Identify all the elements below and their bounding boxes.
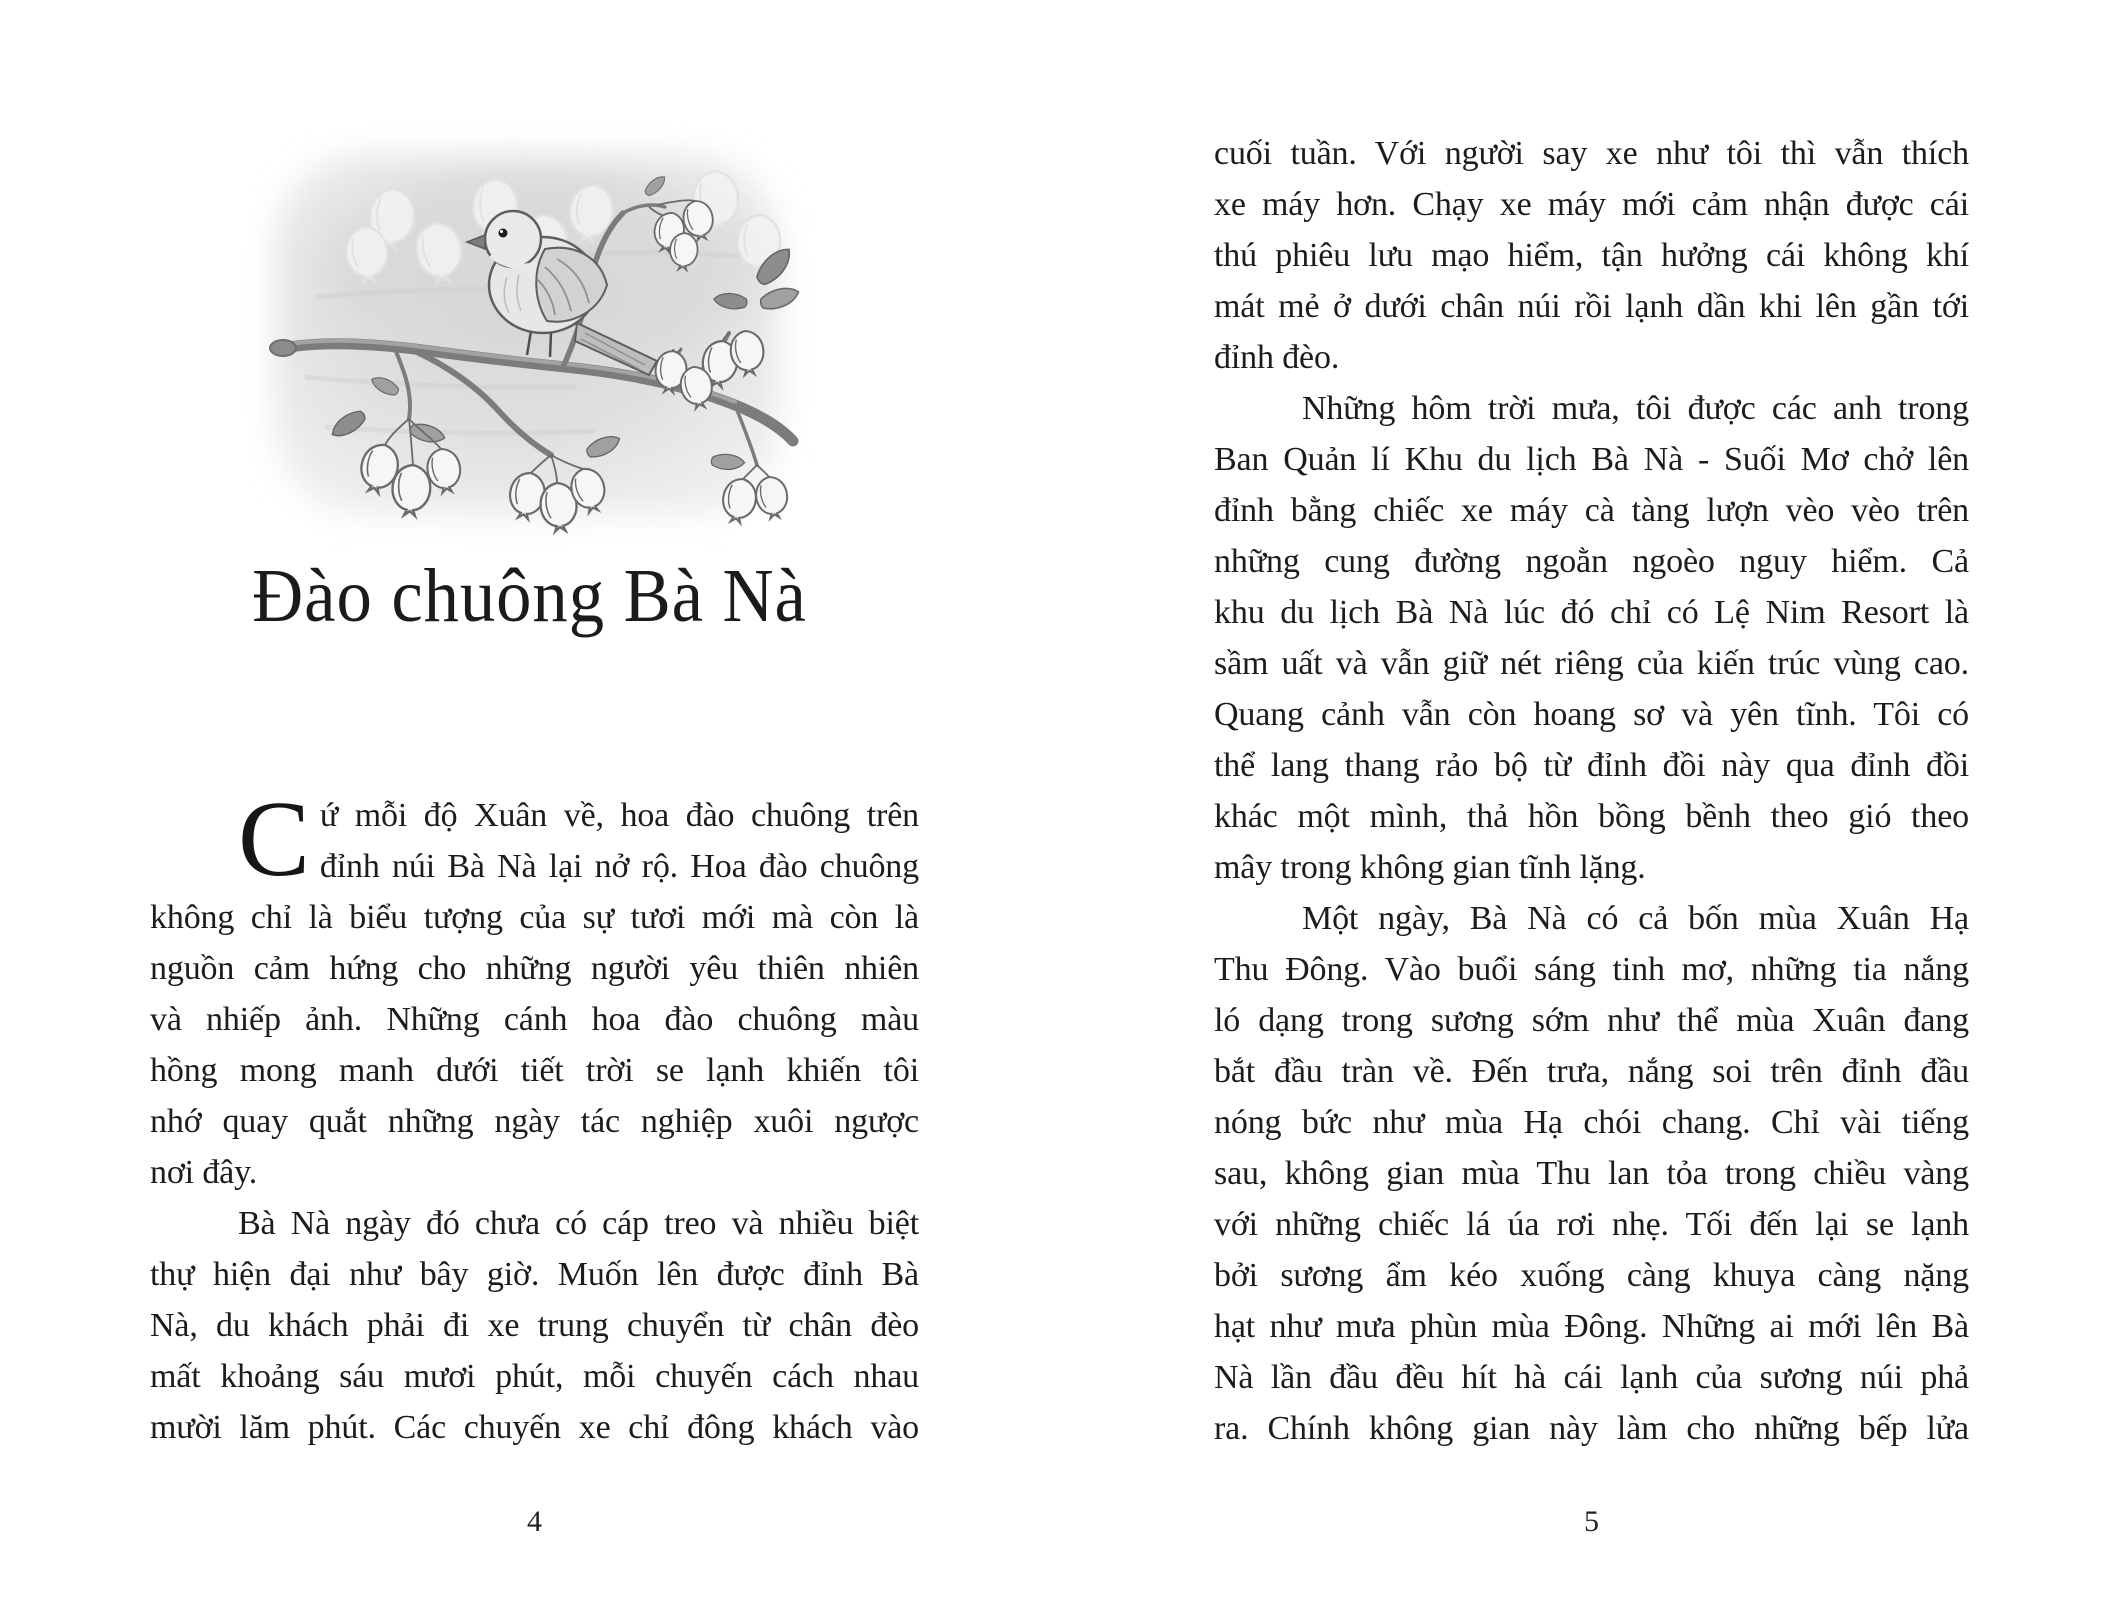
text-line: nguồn cảm hứng cho những người yêu thiên nhiên: [150, 950, 919, 987]
text-line: hạt như mưa phùn mùa Đông. Những ai mới lên Bà: [1214, 1308, 1969, 1345]
text-line: với những chiếc lá úa rơi nhẹ. Tối đến lại se lạnh: [1214, 1206, 1969, 1243]
text-line: ra. Chính không gian này làm cho những bếp lửa: [1214, 1410, 1969, 1447]
text-line: và nhiếp ảnh. Những cánh hoa đào chuông màu: [150, 1001, 919, 1038]
text-line: đỉnh núi Bà Nà lại nở rộ. Hoa đào chuông: [319, 848, 919, 885]
text-line: ló dạng trong sương sớm như thể mùa Xuân đang: [1214, 1002, 1969, 1039]
text-line: bởi sương ẩm kéo xuống càng khuya càng nặng: [1214, 1257, 1969, 1294]
text-line: mười lăm phút. Các chuyến xe chỉ đông khách vào: [150, 1409, 919, 1446]
drop-cap: C: [238, 780, 310, 899]
text-line: Một ngày, Bà Nà có cả bốn mùa Xuân Hạ: [1302, 900, 1969, 937]
text-line: những cung đường ngoằn ngoèo nguy hiểm. Cả: [1214, 543, 1969, 580]
page-number-left: 4: [527, 1505, 542, 1538]
text-line: Ban Quản lí Khu du lịch Bà Nà - Suối Mơ chở lên: [1214, 441, 1969, 478]
text-line: Bà Nà ngày đó chưa có cáp treo và nhiều biệt: [238, 1205, 919, 1242]
text-line: thự hiện đại như bây giờ. Muốn lên được đỉnh Bà: [150, 1256, 919, 1293]
text-line: xe máy hơn. Chạy xe máy mới cảm nhận được cái: [1214, 186, 1969, 223]
text-line: hồng mong manh dưới tiết trời se lạnh khiến tôi: [150, 1052, 919, 1089]
text-line: Nà lần đầu đều hít hà cái lạnh của sương núi phả: [1214, 1359, 1969, 1396]
text-line: khu du lịch Bà Nà lúc đó chỉ có Lệ Nim Resort là: [1214, 594, 1969, 631]
text-line: nóng bức như mùa Hạ chói chang. Chỉ vài tiếng: [1214, 1104, 1969, 1141]
text-line: khác một mình, thả hồn bồng bềnh theo gió theo: [1214, 798, 1969, 835]
text-line: đỉnh đèo.: [1214, 339, 1340, 376]
text-line: không chỉ là biểu tượng của sự tươi mới mà còn là: [150, 899, 919, 936]
chapter-title: Đào chuông Bà Nà: [252, 554, 807, 638]
text-line: thú phiêu lưu mạo hiểm, tận hưởng cái không khí: [1214, 237, 1969, 274]
text-line: nơi đây.: [150, 1154, 258, 1191]
text-line: cuối tuần. Với người say xe như tôi thì vẫn thích: [1214, 135, 1969, 172]
text-line: nhớ quay quắt những ngày tác nghiệp xuôi ngược: [150, 1103, 919, 1140]
text-line: Thu Đông. Vào buổi sáng tinh mơ, những tia nắng: [1214, 951, 1969, 988]
text-line: Nà, du khách phải đi xe trung chuyển từ chân đèo: [150, 1307, 919, 1344]
text-line: sau, không gian mùa Thu lan tỏa trong chiều vàng: [1214, 1155, 1969, 1192]
text-line: Cứ mỗi độ Xuân về, hoa đào chuông trên: [238, 780, 919, 899]
text-line: mây trong không gian tĩnh lặng.: [1214, 849, 1646, 886]
text-line: đỉnh bằng chiếc xe máy cà tàng lượn vèo vèo trên: [1214, 492, 1969, 529]
text-line: sầm uất và vẫn giữ nét riêng của kiến trúc vùng cao.: [1214, 645, 1969, 682]
text-line: mất khoảng sáu mươi phút, mỗi chuyến cách nhau: [150, 1358, 919, 1395]
text-line: mát mẻ ở dưới chân núi rồi lạnh dần khi lên gần tới: [1214, 288, 1969, 325]
page-number-right: 5: [1584, 1505, 1599, 1538]
text-line: thể lang thang rảo bộ từ đỉnh đồi này qua đỉnh đồi: [1214, 747, 1969, 784]
text-line: Quang cảnh vẫn còn hoang sơ và yên tĩnh. Tôi có: [1214, 696, 1969, 733]
right-page-body: [1214, 128, 1969, 1454]
text-line: Những hôm trời mưa, tôi được các anh trong: [1302, 390, 1969, 427]
text-line: bắt đầu tràn về. Đến trưa, nắng soi trên đỉnh đầu: [1214, 1053, 1969, 1090]
